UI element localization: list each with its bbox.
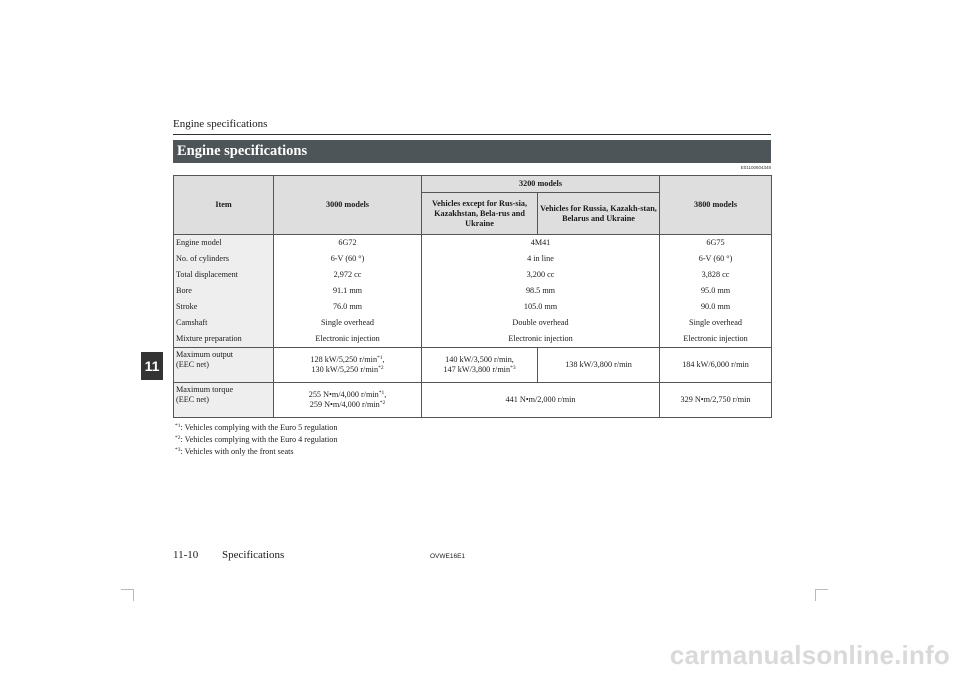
cell-3000: 2,972 cc [274, 267, 422, 283]
cell-3200: 4 in line [422, 251, 660, 267]
footnote-text: : Vehicles complying with the Euro 5 regulation [180, 423, 338, 432]
cell-3800: 95.0 mm [660, 283, 772, 299]
table-row [174, 235, 772, 252]
cell-3800: 6G75 [660, 235, 772, 252]
table-row-max-torque [174, 383, 772, 418]
row-label: Engine model [174, 235, 274, 252]
footnotes [175, 422, 337, 458]
value-line: 255 N•m/4,000 r/min [308, 390, 379, 399]
separator: , [382, 355, 385, 364]
header-3200-models: 3200 models [422, 176, 660, 193]
row-label-max-output [174, 348, 274, 383]
footnote-ref: *2 [378, 365, 384, 371]
header-3800-models: 3800 models [660, 176, 772, 235]
footnote-mark: *3 [175, 447, 181, 453]
label-line: (EEC net) [176, 395, 209, 404]
crop-mark [815, 589, 816, 601]
cell-3800: 6-V (60 °) [660, 251, 772, 267]
cell-3000: 91.1 mm [274, 283, 422, 299]
separator: , [384, 390, 387, 399]
cell-3000-torque [274, 383, 422, 418]
row-label-max-torque [174, 383, 274, 418]
cell-3200a-output [422, 348, 538, 383]
header-3200-russia: Vehicles for Russia, Kazakh-stan, Belarus and Ukraine [538, 193, 660, 235]
chapter-tab: 11 [141, 352, 163, 380]
row-label: No. of cylinders [174, 251, 274, 267]
value-line: 130 kW/5,250 r/min [311, 365, 379, 374]
footer-doc-code: OVWE16E1 [430, 553, 466, 560]
value-line: 140 kW/3,500 r/min, [445, 355, 514, 364]
table-row-max-output [174, 348, 772, 383]
cell-3800: 90.0 mm [660, 299, 772, 315]
cell-3800: Electronic injection [660, 331, 772, 348]
cell-3000: 6G72 [274, 235, 422, 252]
cell-3000: 6-V (60 °) [274, 251, 422, 267]
row-label: Bore [174, 283, 274, 299]
table-row [174, 315, 772, 331]
cell-3200: 3,200 cc [422, 267, 660, 283]
footnote [175, 446, 337, 458]
table-row [174, 267, 772, 283]
cell-3800-torque: 329 N•m/2,750 r/min [660, 383, 772, 418]
cell-3200: 4M41 [422, 235, 660, 252]
cell-3200: Double overhead [422, 315, 660, 331]
cell-3200: 98.5 mm [422, 283, 660, 299]
header-3000-models: 3000 models [274, 176, 422, 235]
cell-3800: Single overhead [660, 315, 772, 331]
row-label: Camshaft [174, 315, 274, 331]
footnote-mark: *2 [175, 435, 181, 441]
cell-3000: Single overhead [274, 315, 422, 331]
footer-section: Specifications [222, 549, 285, 561]
table-row [174, 251, 772, 267]
table-row [174, 283, 772, 299]
section-title: Engine specifications [173, 140, 771, 163]
value-line: 147 kW/3,800 r/min [443, 365, 511, 374]
value-line: 128 kW/5,250 r/min [310, 355, 378, 364]
footnote-text: : Vehicles with only the front seats [180, 447, 294, 456]
crop-mark [816, 589, 828, 590]
cell-3800: 3,828 cc [660, 267, 772, 283]
footnote [175, 434, 337, 446]
cell-3200b-output: 138 kW/3,800 r/min [538, 348, 660, 383]
row-label: Total displacement [174, 267, 274, 283]
footnote-text: : Vehicles complying with the Euro 4 regulation [180, 435, 338, 444]
cell-3200: Electronic injection [422, 331, 660, 348]
label-line: Maximum output [176, 350, 234, 359]
table-header-row [174, 176, 772, 193]
row-label: Stroke [174, 299, 274, 315]
crop-mark [121, 589, 133, 590]
engine-spec-table [173, 175, 772, 418]
cell-3000-output [274, 348, 422, 383]
page-number: 11-10 [173, 549, 199, 561]
running-head: Engine specifications [173, 118, 268, 130]
footnote-ref: *1 [378, 390, 385, 396]
cell-3000: Electronic injection [274, 331, 422, 348]
cell-3800-output: 184 kW/6,000 r/min [660, 348, 772, 383]
cell-3200: 105.0 mm [422, 299, 660, 315]
header-rule [173, 134, 771, 135]
footnote-ref: *3 [510, 365, 516, 371]
label-line: Maximum torque [176, 385, 234, 394]
cell-3200-torque: 441 N•m/2,000 r/min [422, 383, 660, 418]
watermark: carmanualsonline.info [669, 640, 950, 670]
crop-mark [133, 589, 134, 601]
header-3200-except-russia: Vehicles except for Rus-sia, Kazakhstan, Bela-rus and Ukraine [422, 193, 538, 235]
cell-3000: 76.0 mm [274, 299, 422, 315]
footnote-ref: *1 [377, 355, 383, 361]
document-code: E01100604348 [740, 165, 771, 170]
header-item: Item [174, 176, 274, 235]
footnote [175, 422, 337, 434]
table-row [174, 299, 772, 315]
label-line: (EEC net) [176, 360, 209, 369]
table-row [174, 331, 772, 348]
value-line: 259 N•m/4,000 r/min [309, 400, 380, 409]
footnote-mark: *1 [175, 423, 181, 429]
row-label: Mixture preparation [174, 331, 274, 348]
footnote-ref: *2 [379, 400, 386, 406]
